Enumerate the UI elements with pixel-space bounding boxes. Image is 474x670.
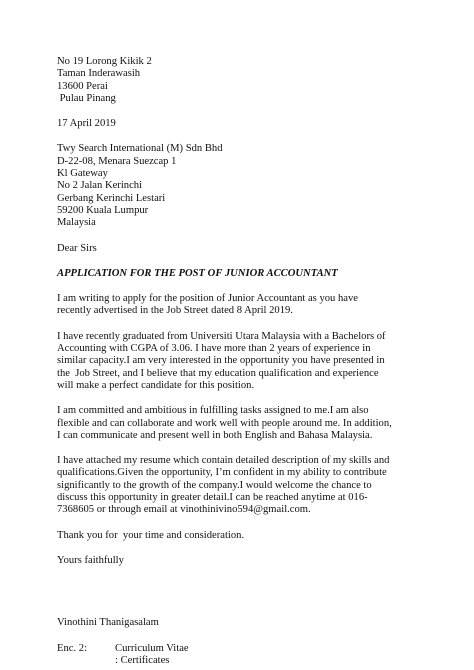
paragraph-line: significantly to the growth of the company.I would welcome the chance to: [57, 479, 372, 491]
recipient-address-line-7: Malaysia: [57, 217, 96, 229]
paragraph-line: discuss this opportunity in greater detail.I can be reached anytime at 016-: [57, 492, 368, 504]
recipient-address-line-5: Gerbang Kerinchi Lestari: [57, 192, 166, 204]
paragraph-line: I am writing to apply for the position of Junior Accountant as you have: [57, 293, 358, 305]
paragraph-line: will make a perfect candidate for this position.: [57, 379, 255, 391]
paragraph-line: I have attached my resume which contain detailed description of my skills and: [57, 455, 390, 467]
sender-address-line-4: Pulau Pinang: [57, 92, 116, 104]
recipient-address-line-1: Twy Search International (M) Sdn Bhd: [57, 143, 223, 155]
recipient-address-line-3: Kl Gateway: [57, 168, 108, 180]
signature-name: Vinothini Thanigasalam: [57, 617, 159, 629]
salutation: Dear Sirs: [57, 242, 97, 254]
paragraph-line: the Job Street, and I believe that my education qualification and experience: [57, 367, 379, 379]
paragraph-line: I can communicate and present well in both English and Bahasa Malaysia.: [57, 429, 373, 441]
email-line: 7368605 or through email at vinothinivino594@gmail.com.: [57, 504, 311, 516]
body-paragraph-3: [57, 405, 429, 442]
sender-address-line-1: No 19 Lorong Kikik 2: [57, 56, 152, 67]
paragraph-line: Accounting with CGPA of 3.06. I have more than 2 years of experience in: [57, 343, 371, 355]
paragraph-line: qualifications.Given the opportunity, I’m confident in my ability to contribute: [57, 467, 387, 479]
paragraph-line: flexible and can collaborate and work well with people around me. In addition,: [57, 417, 392, 429]
recipient-address-line-2: D-22-08, Menara Suezcap 1: [57, 155, 177, 167]
paragraph-line: I am committed and ambitious in fulfilling tasks assigned to me.I am also: [57, 405, 369, 417]
enclosure: [57, 643, 429, 668]
paragraph-line: similar capacity.I am very interested in the opportunity you have presented in: [57, 355, 385, 367]
paragraph-line: I have recently graduated from Universiti Utara Malaysia with a Bachelors of: [57, 330, 386, 342]
enclosure-item-1: Curriculum Vitae: [115, 642, 189, 654]
sender-address-line-3: 13600 Perai: [57, 80, 108, 92]
recipient-address-line-6: 59200 Kuala Lumpur: [57, 204, 149, 216]
body-paragraph-1: [57, 293, 429, 318]
letter-date: 17 April 2019: [57, 118, 116, 130]
body-paragraph-4: [57, 455, 429, 516]
subject-line: APPLICATION FOR THE POST OF JUNIOR ACCOUNTANT: [57, 267, 338, 279]
sender-address-line-2: Taman Inderawasih: [57, 68, 141, 80]
recipient-address: [57, 143, 429, 229]
letter-page: [57, 56, 429, 667]
recipient-address-line-4: No 2 Jalan Kerinchi: [57, 180, 143, 192]
enclosure-label: Enc. 2:: [57, 642, 88, 654]
sender-address: [57, 56, 429, 105]
closing: Yours faithfully: [57, 554, 124, 566]
enclosure-item-2: : Certificates: [115, 654, 170, 666]
paragraph-line: recently advertised in the Job Street dated 8 April 2019.: [57, 305, 293, 317]
body-paragraph-2: [57, 331, 429, 392]
paragraph-line: Thank you for your time and consideration.: [57, 529, 245, 541]
body-paragraph-5: [57, 530, 429, 542]
